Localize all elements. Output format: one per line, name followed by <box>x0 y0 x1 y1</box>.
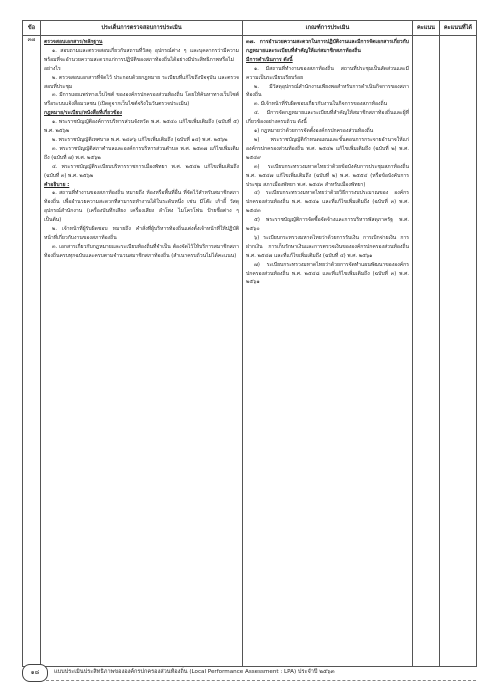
text-paragraph: กฎหมาย/ระเบียบ/หนังสือที่เกี่ยวข้อง <box>44 110 123 117</box>
text-paragraph: ๓) ระเบียบกระทรวงมหาดไทยว่าด้วยข้อบังคับการประชุมสภาท้องถิ่น พ.ศ. ๒๕๔๗ แก้ไขเพิ่มเติมถึง (ฉบับที่ ๒) พ.ศ. ๒๕๕๔ (หรือข้อบังคับการประชุม สภาเมืองพัทยา พ.ศ. ๒๕๔๓ สำหรับเมืองพัทยา) <box>246 163 409 188</box>
score-got-cell <box>440 36 477 667</box>
text-paragraph: ๑. พระราชบัญญัติองค์การบริหารส่วนจังหวัด พ.ศ. ๒๕๔๐ แก้ไขเพิ่มเติมถึง (ฉบับที่ ๕) พ.ศ. ๒๕๖๒ <box>44 119 239 135</box>
text-paragraph: ๑. สอบถามและตรวจสอบเกี่ยวกับสถานที่วัสดุ อุปกรณ์ต่าง ๆ และบุคลากรว่ามีความพร้อมที่จะอำนวยความสะดวกแก่การปฏิบัติของสภาท้องถิ่นได้อย่างมีประสิทธิภาพหรือไม่ อย่างไร <box>44 47 239 72</box>
header-criteria: เกณฑ์การประเมิน <box>243 21 413 36</box>
score-cell <box>413 36 440 667</box>
text-paragraph: ๒. มีวัสดุอุปกรณ์สำนักงานเพียงพอสำหรับการดำเนินกิจการของสภาท้องถิ่น <box>246 83 409 99</box>
text-paragraph: ๑) กฎหมายว่าด้วยการจัดตั้งองค์กรปกครองส่วนท้องถิ่น <box>254 128 374 135</box>
text-paragraph: ๓. เอกสารเกี่ยวกับกฎหมายและระเบียบท้องถิ่นที่จำเป็น ต้องจัดไว้ให้บริการสมาชิกสภาท้องถิ่นครบทุกฉบับและครบตามจำนวนสมาชิกสภาท้องถิ่น (สำเนาครบถ้วนไม่ได้คะแนน) <box>44 243 239 259</box>
text-paragraph: ๔) ระเบียบกระทรวงมหาดไทยว่าด้วยวิธีการงบประมาณของ องค์กรปกครองส่วนท้องถิ่น พ.ศ. ๒๕๔๑ และที่แก้ไขเพิ่มเติมถึง (ฉบับที่ ๓) พ.ศ. ๒๕๔๓ <box>246 190 409 215</box>
text-paragraph: ๓. มีการเผยแพร่ทางเว็บไซต์ ขององค์กรปกครองส่วนท้องถิ่น โดยให้ค้นหาทางเว็บไซต์ หรือระบบแจ้งสื่อมวลชน (เปิดดูจากเว็บไซต์จริงในวันตรวจประเมิน) <box>44 92 239 108</box>
page-number-badge: ๑๘ <box>22 664 48 682</box>
text-paragraph: ๓๗. การอำนวยความสะดวกในการปฏิบัติงานและมีการจัดเอกสารเกี่ยวกับกฎหมายและระเบียบที่สำคัญให้แก่สมาชิกสภาท้องถิ่น <box>246 39 409 54</box>
text-paragraph: ๒) พระราชบัญญัติกำหนดแผนและขั้นตอนการกระจายอำนาจให้แก่องค์กรปกครองส่วนท้องถิ่น พ.ศ. ๒๕๔๒ แก้ไขเพิ่มเติมถึง (ฉบับที่ ๒) พ.ศ. ๒๕๔๙ <box>246 136 409 161</box>
text-paragraph: ๖) ระเบียบกระทรวงมหาดไทยว่าด้วยการรับเงิน การเบิกจ่ายเงิน การฝากเงิน การเก็บรักษาเงินและการตรวจเงินขององค์กรปกครองส่วนท้องถิ่น พ.ศ. ๒๕๔๗ และที่แก้ไขเพิ่มเติมถึง (ฉบับที่ ๔) พ.ศ. ๒๕๖๑ <box>246 234 409 259</box>
page-footer <box>22 664 476 682</box>
text-paragraph: ๓. มีเจ้าหน้าที่รับผิดชอบเกี่ยวกับงานในกิจการของสภาท้องถิ่น <box>254 101 388 108</box>
issue-text <box>41 36 242 261</box>
table-header-row <box>23 21 477 36</box>
text-paragraph: ๑. มีสถานที่ทำงานของสภาท้องถิ่น สถานที่ประชุมเป็นสัดส่วนและมีความเป็นระเบียบเรียบร้อย <box>246 65 409 81</box>
row-number: ๓๗ <box>23 36 41 667</box>
text-paragraph: ๒. ตรวจสอบเอกสารที่จัดไว้ ประกอบด้วยกฎหมาย ระเบียบที่แก้ไขถึงปัจจุบัน และตรวจสอบที่ประชุม <box>44 74 239 90</box>
text-paragraph: คำอธิบาย : <box>44 181 70 188</box>
assessment-table <box>22 20 477 667</box>
header-score: คะแนน <box>413 21 440 36</box>
text-paragraph: ๑. สถานที่ทำงานของสภาท้องถิ่น หมายถึง ห้องหรือพื้นที่อื่น ที่จัดไว้สำหรับสมาชิกสภาท้องถิ่น เพื่ออำนวยความสะดวกที่สามารถทำงานได้ในระดับหนึ่ง เช่น มีโต๊ะ เก้าอี้ วัสดุอุปกรณ์สำนักงาน (เครื่องบันทึกเสียง เครื่องเสียง ลำโพง ไมโครโฟน ป้ายชื่อต่าง ๆ เป็นต้น) <box>44 190 239 224</box>
text-paragraph: ๔. พระราชบัญญัติระเบียบบริหารราชการเมืองพัทยา พ.ศ. ๒๕๔๒ แก้ไขเพิ่มเติมถึง (ฉบับที่ ๓) พ.ศ. ๒๕๖๒ <box>44 163 239 179</box>
text-paragraph: ๓. พระราชบัญญัติสภาตำบลและองค์การบริหารส่วนตำบล พ.ศ. ๒๕๓๗ แก้ไขเพิ่มเติมถึง (ฉบับที่ ๗) พ.ศ. ๒๕๖๒ <box>44 145 239 161</box>
footer-divider <box>46 680 476 681</box>
table-row <box>23 36 477 667</box>
criteria-cell <box>243 36 413 667</box>
text-paragraph: ๒. พระราชบัญญัติเทศบาล พ.ศ. ๒๔๙๖ แก้ไขเพิ่มเติมถึง (ฉบับที่ ๑๔) พ.ศ. ๒๕๖๒ <box>52 136 228 143</box>
text-paragraph: ตรวจสอบเอกสาร/หลักฐาน <box>44 39 103 45</box>
text-paragraph: ๔. มีการจัดกฎหมายและระเบียบที่สำคัญให้สมาชิกสภาท้องถิ่นและผู้ที่เกี่ยวข้องอย่างครบถ้วน ดังนี้ <box>246 110 409 126</box>
header-no: ข้อ <box>23 21 41 36</box>
text-paragraph: ๒. เจ้าหน้าที่ผู้รับผิดชอบ หมายถึง คำสั่งที่ผู้บริหารท้องถิ่นแต่งตั้งเจ้าหน้าที่ให้ปฏิบัติหน้าที่เกี่ยวกับงานของสภาท้องถิ่น <box>44 226 239 241</box>
text-paragraph: มีการดำเนินการ ดังนี้ <box>246 56 293 63</box>
criteria-text <box>243 36 412 287</box>
header-issue: ประเด็นการตรวจสอบการประเมิน <box>41 21 243 36</box>
footer-text: แบบประเมินประสิทธิภาพขององค์กรปกครองส่วนท้องถิ่น (Local Performance Assessment : LPA) ประจำปี ๒๕๖๓ <box>54 669 335 675</box>
text-paragraph: ๗) ระเบียบกระทรวงมหาดไทยว่าด้วยการจัดทำแผนพัฒนาขององค์กรปกครองส่วนท้องถิ่น พ.ศ. ๒๕๔๘ และที่แก้ไขเพิ่มเติมถึง (ฉบับที่ ๓) พ.ศ. ๒๕๖๑ <box>246 261 409 286</box>
issue-cell <box>41 36 243 667</box>
text-paragraph: ๕) พระราชบัญญัติการจัดซื้อจัดจ้างและการบริหารพัสดุภาครัฐ พ.ศ. ๒๕๖๐ <box>246 217 409 233</box>
header-score-got: คะแนนที่ได้ <box>440 21 477 36</box>
